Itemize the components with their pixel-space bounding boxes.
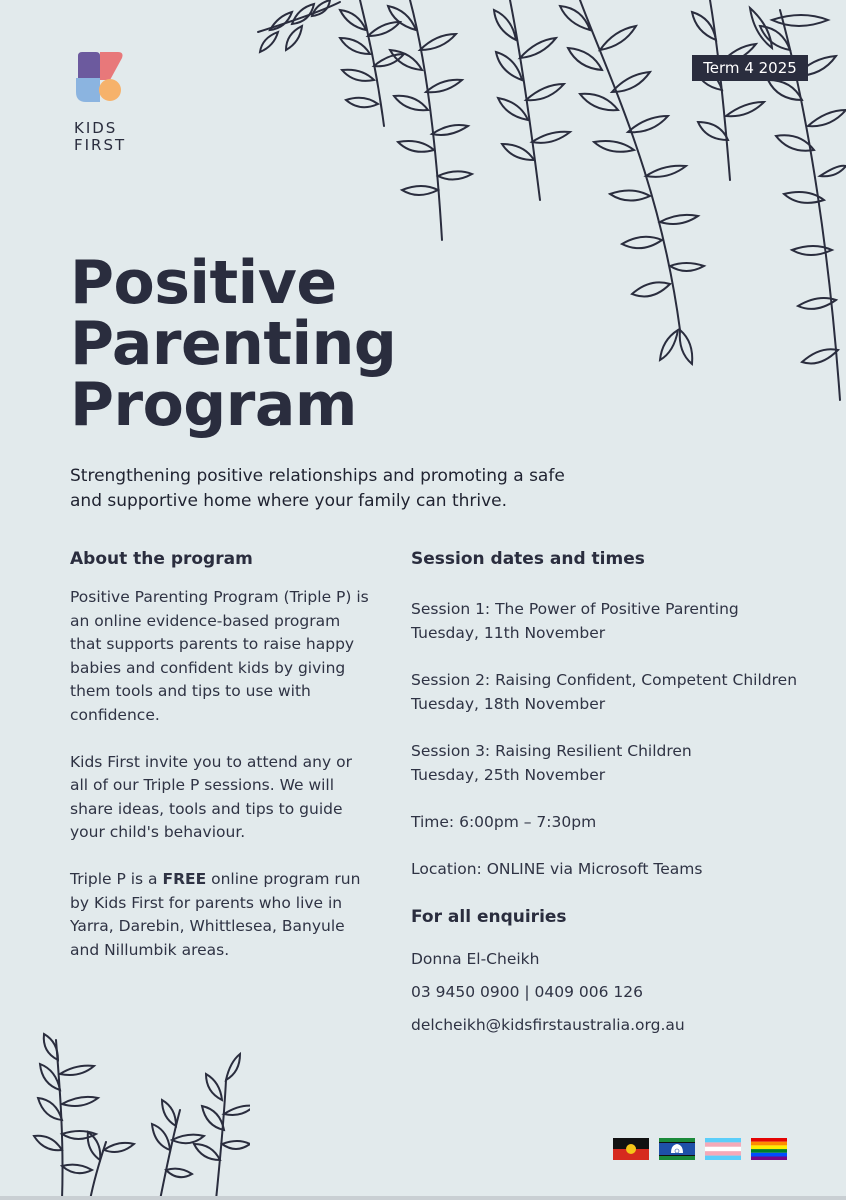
title-line-2: Parenting [70, 309, 397, 379]
session-item-2 [411, 668, 831, 716]
page-bottom-edge [0, 1196, 846, 1200]
term-badge: Term 4 2025 [692, 55, 808, 81]
session-location: Location: ONLINE via Microsoft Teams [411, 860, 703, 878]
about-paragraph-3 [70, 868, 370, 962]
session-3-title: Session 3: Raising Resilient Children [411, 742, 692, 760]
about-paragraph-1: Positive Parenting Program (Triple P) is an online evidence-based program that supports parents to raise happy babies and confident kids by giving them tools and tips to use with confidence. [70, 588, 369, 724]
session-2-title: Session 2: Raising Confident, Competent Children [411, 671, 798, 689]
page-title [70, 248, 397, 440]
session-item-3 [411, 739, 831, 787]
logo-word-first: FIRST [74, 136, 127, 154]
session-time: Time: 6:00pm – 7:30pm [411, 813, 597, 831]
kids-first-logo [74, 52, 146, 154]
flags-row [613, 1138, 789, 1162]
free-emphasis: FREE [162, 870, 207, 888]
about-p3-after: online program run by Kids First for parents who live in Yarra, Darebin, Whittlesea, Banyule and Nillumbik areas. [70, 870, 361, 959]
about-section [70, 548, 370, 962]
enquiries-heading: For all enquiries [411, 907, 567, 927]
about-paragraph-2: Kids First invite you to attend any or all of our Triple P sessions. We will share ideas, tools and tips to guide your child's behaviour. [70, 752, 352, 841]
about-p3-before: Triple P is a [70, 870, 163, 888]
session-2-date: Tuesday, 18th November [411, 695, 606, 713]
contact-phone[interactable]: 03 9450 0900 | 0409 006 126 [411, 983, 644, 1001]
intro-text: Strengthening positive relationships and promoting a safe and supportive home where your family can thrive. [70, 466, 565, 511]
kids-first-logo-mark-icon [74, 52, 124, 102]
rainbow-pride-flag-icon [751, 1138, 787, 1160]
foliage-bottom-left-illustration [20, 1030, 250, 1200]
contact-email[interactable]: delcheikh@kidsfirstaustralia.org.au [411, 1016, 685, 1034]
session-1-date: Tuesday, 11th November [411, 624, 606, 642]
session-3-date: Tuesday, 25th November [411, 766, 606, 784]
session-item-1 [411, 597, 831, 645]
title-line-1: Positive [70, 248, 337, 318]
about-heading: About the program [70, 549, 253, 569]
sessions-heading: Session dates and times [411, 549, 645, 569]
logo-word-kids: KIDS [74, 119, 118, 137]
logo-wordmark [74, 120, 146, 154]
aboriginal-flag-icon [613, 1138, 649, 1160]
title-line-3: Program [70, 370, 357, 440]
transgender-flag-icon [705, 1138, 741, 1160]
session-1-title: Session 1: The Power of Positive Parenting [411, 600, 739, 618]
contact-name: Donna El-Cheikh [411, 950, 540, 968]
torres-strait-islander-flag-icon [659, 1138, 695, 1160]
sessions-section [411, 548, 831, 1037]
